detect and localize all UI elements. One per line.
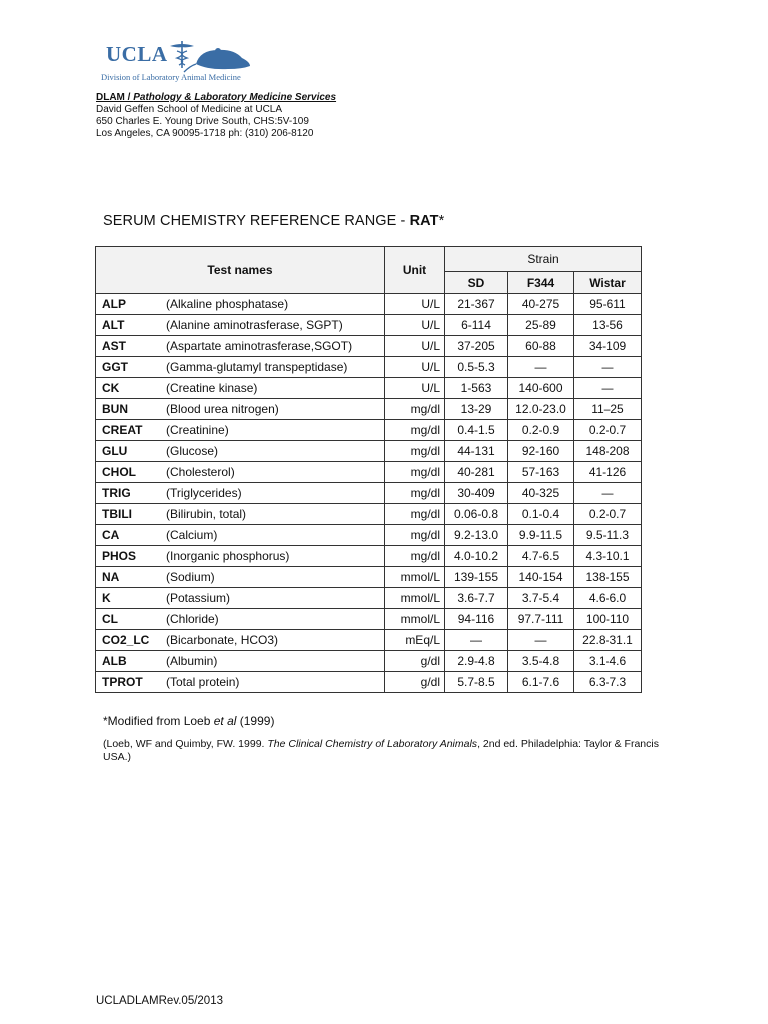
wistar-range: 13-56 bbox=[574, 315, 642, 336]
table-row bbox=[96, 546, 642, 567]
table-row bbox=[96, 294, 642, 315]
table-row bbox=[96, 672, 642, 693]
sd-range: 0.5-5.3 bbox=[445, 357, 508, 378]
sd-range: 1-563 bbox=[445, 378, 508, 399]
dept-prefix: DLAM / bbox=[96, 92, 134, 103]
test-code: ALT bbox=[96, 315, 167, 336]
wistar-range: 95-611 bbox=[574, 294, 642, 315]
test-name: (Potassium) bbox=[166, 588, 385, 609]
test-code: NA bbox=[96, 567, 167, 588]
test-name: (Creatine kinase) bbox=[166, 378, 385, 399]
table-row bbox=[96, 441, 642, 462]
unit-cell: mg/dl bbox=[385, 546, 445, 567]
sd-range: 13-29 bbox=[445, 399, 508, 420]
sd-range: 5.7-8.5 bbox=[445, 672, 508, 693]
unit-cell: U/L bbox=[385, 315, 445, 336]
wistar-range: 9.5-11.3 bbox=[574, 525, 642, 546]
header-strain: Strain bbox=[445, 247, 642, 272]
test-code: BUN bbox=[96, 399, 167, 420]
sd-range: 4.0-10.2 bbox=[445, 546, 508, 567]
f344-range: 0.1-0.4 bbox=[508, 504, 574, 525]
wistar-range: 41-126 bbox=[574, 462, 642, 483]
test-code: PHOS bbox=[96, 546, 167, 567]
unit-cell: mmol/L bbox=[385, 588, 445, 609]
table-row bbox=[96, 483, 642, 504]
header-sd: SD bbox=[445, 272, 508, 294]
header-unit: Unit bbox=[385, 247, 445, 294]
test-code: ALB bbox=[96, 651, 167, 672]
wistar-range: 138-155 bbox=[574, 567, 642, 588]
header-wistar: Wistar bbox=[574, 272, 642, 294]
sd-range: 6-114 bbox=[445, 315, 508, 336]
unit-cell: U/L bbox=[385, 378, 445, 399]
f344-range: 40-325 bbox=[508, 483, 574, 504]
sd-range: 94-116 bbox=[445, 609, 508, 630]
header-test-names: Test names bbox=[96, 247, 385, 294]
test-code: GGT bbox=[96, 357, 167, 378]
wistar-range: — bbox=[574, 378, 642, 399]
unit-cell: g/dl bbox=[385, 651, 445, 672]
test-name: (Glucose) bbox=[166, 441, 385, 462]
sd-range: 0.06-0.8 bbox=[445, 504, 508, 525]
city-phone-line: Los Angeles, CA 90095-1718 ph: (310) 206-8120 bbox=[96, 128, 314, 139]
test-code: CA bbox=[96, 525, 167, 546]
unit-cell: mg/dl bbox=[385, 462, 445, 483]
sd-range: 0.4-1.5 bbox=[445, 420, 508, 441]
table-row bbox=[96, 336, 642, 357]
test-name: (Blood urea nitrogen) bbox=[166, 399, 385, 420]
table-row bbox=[96, 462, 642, 483]
test-code: TPROT bbox=[96, 672, 167, 693]
wistar-range: — bbox=[574, 483, 642, 504]
school-line: David Geffen School of Medicine at UCLA bbox=[96, 104, 283, 115]
unit-cell: U/L bbox=[385, 357, 445, 378]
sd-range: 40-281 bbox=[445, 462, 508, 483]
sd-range: 44-131 bbox=[445, 441, 508, 462]
wistar-range: 0.2-0.7 bbox=[574, 420, 642, 441]
test-name: (Total protein) bbox=[166, 672, 385, 693]
wistar-range: 100-110 bbox=[574, 609, 642, 630]
title-prefix: SERUM CHEMISTRY REFERENCE RANGE - bbox=[103, 213, 410, 229]
test-name: (Cholesterol) bbox=[166, 462, 385, 483]
f344-range: 0.2-0.9 bbox=[508, 420, 574, 441]
footnote-prefix: *Modified from Loeb bbox=[103, 714, 214, 728]
logo-wordmark: UCLA bbox=[106, 42, 168, 66]
wistar-range: 0.2-0.7 bbox=[574, 504, 642, 525]
table-row bbox=[96, 609, 642, 630]
f344-range: 92-160 bbox=[508, 441, 574, 462]
rat-icon bbox=[184, 48, 250, 72]
f344-range: 3.7-5.4 bbox=[508, 588, 574, 609]
test-name: (Alkaline phosphatase) bbox=[166, 294, 385, 315]
f344-range: 40-275 bbox=[508, 294, 574, 315]
footnote-etal: et al bbox=[213, 714, 237, 728]
ref-title: The Clinical Chemistry of Laboratory Animals bbox=[267, 738, 478, 750]
table-row bbox=[96, 420, 642, 441]
test-code: TBILI bbox=[96, 504, 167, 525]
ref-suffix: , 2nd ed. Philadelphia: Taylor & Francis USA.) bbox=[103, 738, 659, 763]
wistar-range: 6.3-7.3 bbox=[574, 672, 642, 693]
test-name: (Gamma-glutamyl transpeptidase) bbox=[166, 357, 385, 378]
reference-range-table bbox=[95, 246, 642, 693]
unit-cell: mg/dl bbox=[385, 441, 445, 462]
wistar-range: 3.1-4.6 bbox=[574, 651, 642, 672]
unit-cell: mg/dl bbox=[385, 525, 445, 546]
test-name: (Albumin) bbox=[166, 651, 385, 672]
f344-range: — bbox=[508, 630, 574, 651]
f344-range: 4.7-6.5 bbox=[508, 546, 574, 567]
sd-range: 21-367 bbox=[445, 294, 508, 315]
sd-range: 30-409 bbox=[445, 483, 508, 504]
f344-range: — bbox=[508, 357, 574, 378]
test-code: CHOL bbox=[96, 462, 167, 483]
wistar-range: 22.8-31.1 bbox=[574, 630, 642, 651]
footnote-suffix: (1999) bbox=[236, 714, 275, 728]
f344-range: 140-600 bbox=[508, 378, 574, 399]
sd-range: 9.2-13.0 bbox=[445, 525, 508, 546]
test-code: CL bbox=[96, 609, 167, 630]
table-row bbox=[96, 630, 642, 651]
department-line bbox=[96, 92, 336, 104]
test-name: (Bicarbonate, HCO3) bbox=[166, 630, 385, 651]
test-name: (Sodium) bbox=[166, 567, 385, 588]
footnote-reference bbox=[103, 738, 673, 764]
test-code: TRIG bbox=[96, 483, 167, 504]
test-name: (Triglycerides) bbox=[166, 483, 385, 504]
revision-footer: UCLADLAMRev.05/2013 bbox=[96, 995, 223, 1007]
table-row bbox=[96, 315, 642, 336]
table-row bbox=[96, 567, 642, 588]
table-row bbox=[96, 525, 642, 546]
test-code: AST bbox=[96, 336, 167, 357]
table-row bbox=[96, 357, 642, 378]
wistar-range: 148-208 bbox=[574, 441, 642, 462]
table-row bbox=[96, 504, 642, 525]
sd-range: 139-155 bbox=[445, 567, 508, 588]
test-code: ALP bbox=[96, 294, 167, 315]
footnote-source bbox=[103, 714, 274, 728]
wistar-range: — bbox=[574, 357, 642, 378]
sd-range: — bbox=[445, 630, 508, 651]
unit-cell: mEq/L bbox=[385, 630, 445, 651]
f344-range: 57-163 bbox=[508, 462, 574, 483]
test-name: (Alanine aminotrasferase, SGPT) bbox=[166, 315, 385, 336]
test-name: (Inorganic phosphorus) bbox=[166, 546, 385, 567]
sd-range: 3.6-7.7 bbox=[445, 588, 508, 609]
wistar-range: 4.3-10.1 bbox=[574, 546, 642, 567]
unit-cell: mg/dl bbox=[385, 504, 445, 525]
wistar-range: 4.6-6.0 bbox=[574, 588, 642, 609]
table-row bbox=[96, 399, 642, 420]
unit-cell: mg/dl bbox=[385, 420, 445, 441]
unit-cell: U/L bbox=[385, 294, 445, 315]
test-name: (Calcium) bbox=[166, 525, 385, 546]
test-code: K bbox=[96, 588, 167, 609]
f344-range: 9.9-11.5 bbox=[508, 525, 574, 546]
caduceus-icon bbox=[170, 41, 194, 68]
f344-range: 60-88 bbox=[508, 336, 574, 357]
test-code: CK bbox=[96, 378, 167, 399]
page-title bbox=[103, 213, 444, 229]
test-code: CO2_LC bbox=[96, 630, 167, 651]
logo-subtitle: Division of Laboratory Animal Medicine bbox=[101, 72, 241, 82]
title-species: RAT bbox=[409, 213, 439, 229]
test-name: (Bilirubin, total) bbox=[166, 504, 385, 525]
f344-range: 25-89 bbox=[508, 315, 574, 336]
test-name: (Aspartate aminotrasferase,SGOT) bbox=[166, 336, 385, 357]
table-body bbox=[96, 294, 642, 693]
wistar-range: 11–25 bbox=[574, 399, 642, 420]
unit-cell: g/dl bbox=[385, 672, 445, 693]
test-name: (Creatinine) bbox=[166, 420, 385, 441]
f344-range: 97.7-111 bbox=[508, 609, 574, 630]
test-code: CREAT bbox=[96, 420, 167, 441]
sd-range: 37-205 bbox=[445, 336, 508, 357]
f344-range: 12.0-23.0 bbox=[508, 399, 574, 420]
table-row bbox=[96, 651, 642, 672]
unit-cell: mmol/L bbox=[385, 567, 445, 588]
f344-range: 140-154 bbox=[508, 567, 574, 588]
header-f344: F344 bbox=[508, 272, 574, 294]
ucla-dlam-logo bbox=[100, 38, 260, 86]
sd-range: 2.9-4.8 bbox=[445, 651, 508, 672]
title-suffix: * bbox=[438, 213, 445, 229]
ref-prefix: (Loeb, WF and Quimby, FW. 1999. bbox=[103, 738, 268, 750]
address-line: 650 Charles E. Young Drive South, CHS:5V-109 bbox=[96, 116, 309, 127]
table-row bbox=[96, 378, 642, 399]
test-code: GLU bbox=[96, 441, 167, 462]
f344-range: 3.5-4.8 bbox=[508, 651, 574, 672]
test-name: (Chloride) bbox=[166, 609, 385, 630]
wistar-range: 34-109 bbox=[574, 336, 642, 357]
unit-cell: mg/dl bbox=[385, 483, 445, 504]
letterhead bbox=[96, 92, 336, 140]
f344-range: 6.1-7.6 bbox=[508, 672, 574, 693]
unit-cell: U/L bbox=[385, 336, 445, 357]
unit-cell: mmol/L bbox=[385, 609, 445, 630]
dept-name: Pathology & Laboratory Medicine Services bbox=[133, 92, 337, 103]
table-row bbox=[96, 588, 642, 609]
unit-cell: mg/dl bbox=[385, 399, 445, 420]
